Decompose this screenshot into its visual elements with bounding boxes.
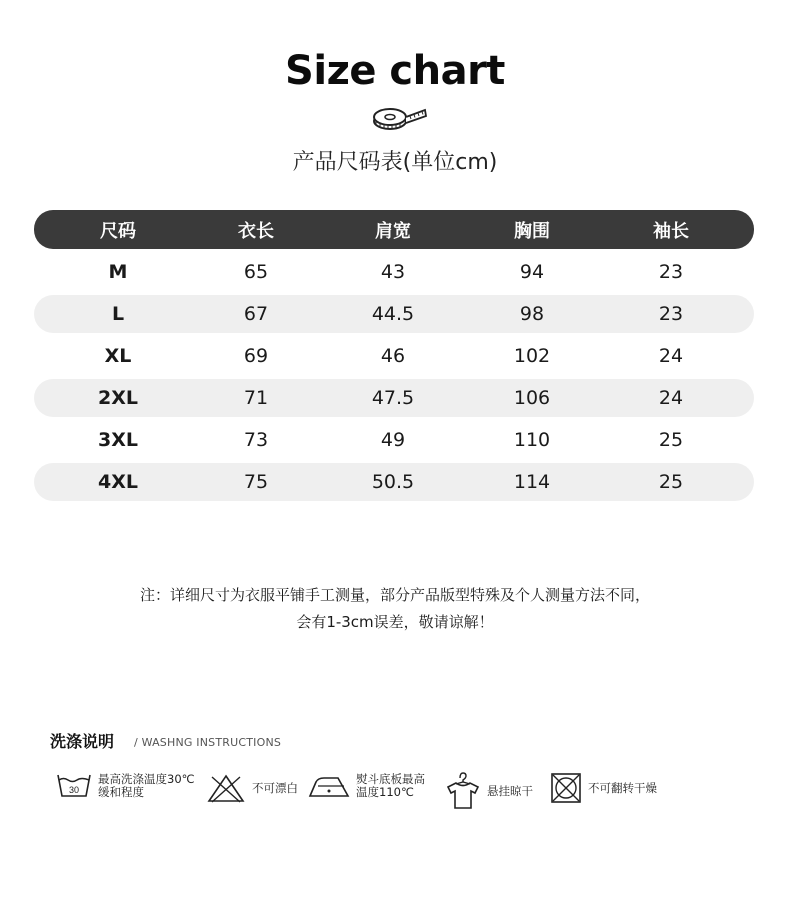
- sleeve-cell: 25: [658, 429, 684, 451]
- shoulder-cell: 49: [380, 429, 406, 451]
- note-line: 会有1-3cm误差，敬请谅解！: [296, 613, 494, 631]
- length-cell: 69: [243, 345, 269, 367]
- chest-cell: 102: [513, 345, 551, 367]
- wash-label-line: 不可翻转干燥: [588, 780, 657, 795]
- wash-label-line: 缓和程度: [98, 785, 144, 799]
- wash-label: [487, 785, 533, 798]
- size-cell: 4XL: [98, 471, 138, 493]
- wash-label: [356, 773, 425, 799]
- page-subtitle: 产品尺码表(单位cm): [292, 150, 498, 175]
- measurement-note: [0, 582, 790, 636]
- column-header: 肩宽: [375, 220, 411, 242]
- wash-temp-badge: 30: [68, 785, 80, 795]
- hang-dry-icon: [445, 772, 481, 810]
- wash-label: [588, 782, 657, 795]
- length-cell: 73: [243, 429, 269, 451]
- shoulder-cell: 43: [380, 261, 406, 283]
- shoulder-cell: 47.5: [371, 387, 415, 409]
- wash-label-line: 温度110℃: [356, 785, 414, 799]
- table-row: [34, 295, 754, 333]
- note-line: 注：详细尺寸为衣服平铺手工测量，部分产品版型特殊及个人测量方法不同，: [139, 586, 650, 604]
- no-bleach-icon: [206, 772, 246, 804]
- measuring-tape-icon: [370, 104, 428, 132]
- table-header-row: [34, 210, 754, 249]
- washing-subtitle: / WASHNG INSTRUCTIONS: [134, 736, 282, 749]
- shoulder-cell: 46: [380, 345, 406, 367]
- wash-label-line: 最高洗涤温度30℃: [98, 772, 195, 786]
- size-cell: 2XL: [98, 387, 138, 409]
- chest-cell: 98: [519, 303, 545, 325]
- page-title: Size chart: [285, 48, 505, 94]
- wash-instruction-item: [56, 772, 195, 800]
- shoulder-cell: 50.5: [371, 471, 415, 493]
- column-header: 尺码: [100, 220, 136, 242]
- table-row: [34, 463, 754, 501]
- length-cell: 75: [243, 471, 269, 493]
- wash-instruction-item: [206, 772, 298, 804]
- size-cell: XL: [104, 345, 132, 367]
- sleeve-cell: 24: [658, 387, 684, 409]
- washing-title: 洗涤说明: [50, 732, 115, 751]
- wash-label: [98, 773, 195, 799]
- wash-label-line: 熨斗底板最高: [356, 772, 425, 786]
- no-tumble-dry-icon: [550, 772, 582, 804]
- wash-label-line: 悬挂晾干: [487, 783, 533, 798]
- length-cell: 67: [243, 303, 269, 325]
- length-cell: 71: [243, 387, 269, 409]
- wash-instruction-item: [308, 772, 425, 800]
- sleeve-cell: 23: [658, 261, 684, 283]
- size-cell: M: [108, 261, 128, 283]
- column-header: 胸围: [514, 220, 550, 242]
- size-table: [34, 210, 754, 505]
- length-cell: 65: [243, 261, 269, 283]
- table-row: [34, 379, 754, 417]
- shoulder-cell: 44.5: [371, 303, 415, 325]
- chest-cell: 94: [519, 261, 545, 283]
- column-header: 衣长: [238, 220, 274, 242]
- wash-30-icon: [56, 772, 92, 800]
- size-cell: L: [111, 303, 125, 325]
- size-cell: 3XL: [98, 429, 138, 451]
- wash-instruction-item: [550, 772, 657, 804]
- sleeve-cell: 23: [658, 303, 684, 325]
- column-header: 袖长: [653, 220, 689, 242]
- sleeve-cell: 25: [658, 471, 684, 493]
- table-row: [34, 337, 754, 375]
- wash-label: [252, 782, 298, 795]
- wash-instruction-item: [445, 772, 533, 810]
- table-row: [34, 253, 754, 291]
- chest-cell: 114: [513, 471, 551, 493]
- chest-cell: 106: [513, 387, 551, 409]
- wash-label-line: 不可漂白: [252, 780, 298, 795]
- sleeve-cell: 24: [658, 345, 684, 367]
- chest-cell: 110: [513, 429, 551, 451]
- iron-icon: [308, 772, 350, 800]
- table-row: [34, 421, 754, 459]
